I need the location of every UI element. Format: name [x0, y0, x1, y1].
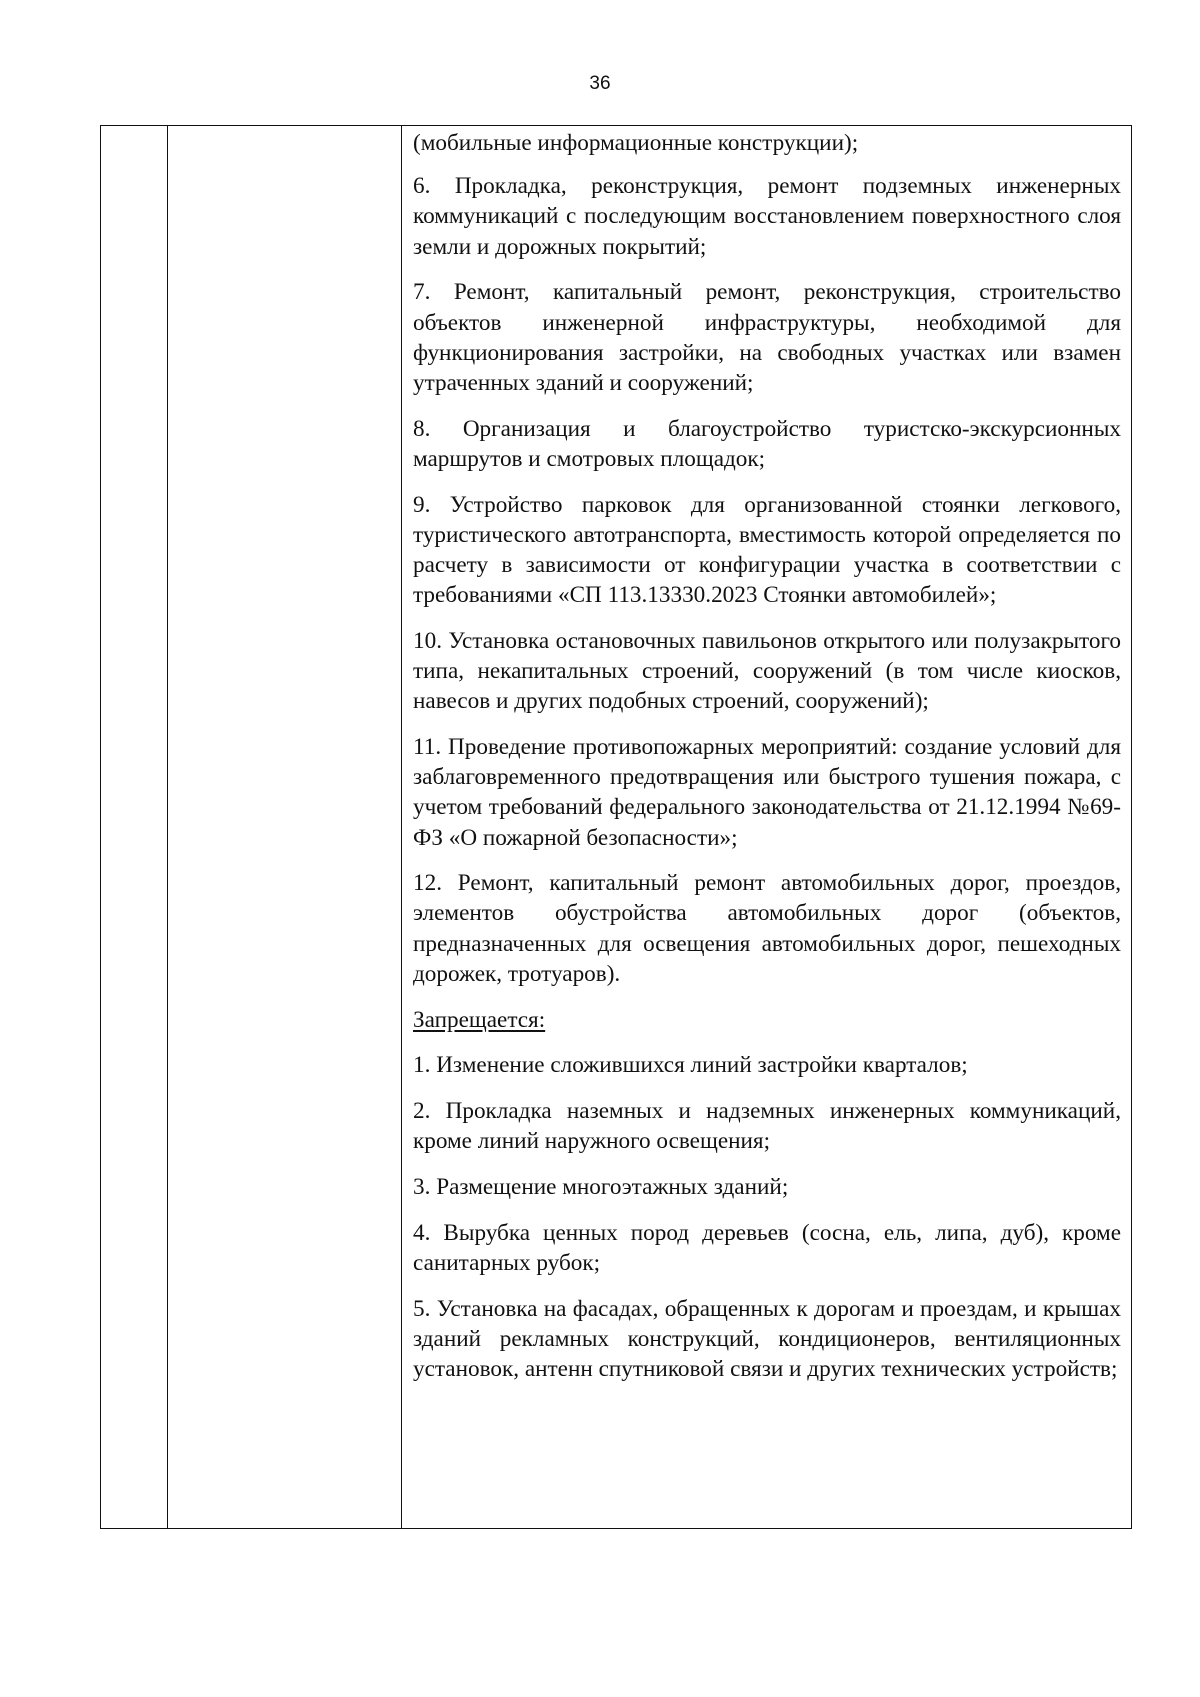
prohibited-item: 1. Изменение сложившихся линий застройки кварталов; [413, 1052, 968, 1079]
requirements-table [100, 125, 1132, 1529]
prohibited-heading: Запрещается: [413, 1006, 546, 1033]
permitted-item: 9. Устройство парковок для организованной стоянки легкового, туристического автотранспорта, вместимость которой определяется по расчету в зависимости от конфигурации участка в соответствии с требованиями «СП 113.13330.2023 Стоянки автомобилей»; [413, 491, 1121, 609]
permitted-item: 6. Прокладка, реконструкция, ремонт подземных инженерных коммуникаций с последующим восстановлением поверхностного слоя земли и дорожных покрытий; [413, 173, 1121, 260]
permitted-item: (мобильные информационные конструкции); [413, 130, 859, 156]
prohibited-item: 4. Вырубка ценных пород деревьев (сосна, ель, липа, дуб), кроме санитарных рубок; [413, 1219, 1121, 1276]
column-divider-2 [401, 126, 402, 1528]
permitted-item: 12. Ремонт, капитальный ремонт автомобильных дорог, проездов, элементов обустройства автомобильных дорог (объектов, предназначенных для освещения автомобильных дорог, пешеходных дорожек, тротуаров). [413, 870, 1121, 987]
permitted-item: 8. Организация и благоустройство туристско-экскурсионных маршрутов и смотровых площадок; [413, 415, 1121, 472]
column-divider-1 [167, 126, 168, 1528]
prohibited-item: 2. Прокладка наземных и надземных инженерных коммуникаций, кроме линий наружного освещения; [413, 1097, 1121, 1155]
page-number: 36 [589, 73, 611, 94]
permitted-item: 10. Установка остановочных павильонов открытого или полузакрытого типа, некапитальных строений, сооружений (в том числе киосков, навесов и других подобных строений, сооружений); [413, 627, 1121, 715]
prohibited-item: 5. Установка на фасадах, обращенных к дорогам и проездам, и крышах зданий рекламных конструкций, кондиционеров, вентиляционных установок, антенн спутниковой связи и других технических устройств; [413, 1295, 1121, 1382]
permitted-item: 7. Ремонт, капитальный ремонт, реконструкция, строительство объектов инженерной инфраструктуры, необходимой для функционирования застройки, на свободных участках или взамен утраченных зданий и сооружений; [413, 279, 1121, 396]
requirements-cell [413, 128, 1121, 1400]
permitted-item: 11. Проведение противопожарных мероприятий: создание условий для заблаговременного предотвращения или быстрого тушения пожара, с учетом требований федерального законодательства от 21.12.1994 №69-ФЗ «О пожарной безопасности»; [413, 733, 1121, 851]
prohibited-item: 3. Размещение многоэтажных зданий; [413, 1173, 789, 1200]
